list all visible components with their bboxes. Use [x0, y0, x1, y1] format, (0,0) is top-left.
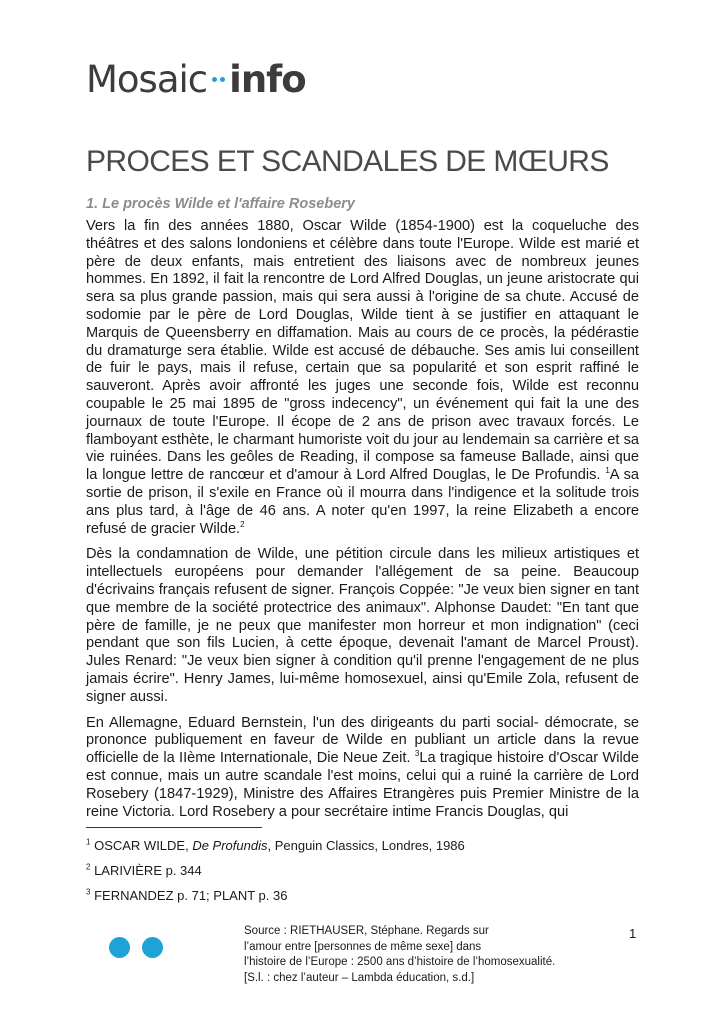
- footnote-ref-2[interactable]: 2: [240, 519, 245, 529]
- section-subtitle: 1. Le procès Wilde et l'affaire Rosebery: [86, 196, 355, 212]
- footnotes: [86, 838, 646, 913]
- footnote-2-number: 2: [86, 862, 91, 872]
- footnote-1-number: 1: [86, 837, 91, 847]
- paragraph-1-part-b: A sa sortie de prison, il s'exile en France où il mourra dans l'indigence et la solitude trois ans plus tard, à l'âge de 46 ans. A noter qu'en 1997, la reine Elizabeth a encore refusé de gracier Wilde.: [86, 467, 639, 537]
- footnote-1-post: , Penguin Classics, Londres, 1986: [267, 838, 465, 853]
- footnote-1-pre: OSCAR WILDE,: [94, 838, 193, 853]
- source-line-1: Source : RIETHAUSER, Stéphane. Regards sur: [244, 925, 489, 937]
- paragraph-3: [86, 715, 639, 822]
- logo-dots-icon: [212, 77, 225, 82]
- paragraph-2: Dès la condamnation de Wilde, une pétition circule dans les milieux artistiques et intellectuels européens pour demander l'allégement de sa peine. Beaucoup d'écrivains français refusent de signer. François Coppée: "Je veux bien signer en tant que membre de la société protectrice des animaux". Alphonse Daudet: "En tant que père de famille, je ne peux que manifester mon horreur et mon indignation" (ceci pendant que son fils Lucien, à cette époque, devenait l'amant de Marcel Proust). Jules Renard: "Je veux bien signer à condition qu'il prenne l'engagement de ne plus jamais écrire". Henry James, lui-même homosexuel, ainsi qu'Emile Zola, refusent de signer aussi.: [86, 546, 639, 705]
- logo-mosaic-text: Mosaic: [86, 57, 208, 101]
- footer-dots-icon: [109, 937, 163, 958]
- footnote-1: [86, 838, 646, 854]
- paragraph-3-part-a: En Allemagne, Eduard Bernstein, l'un des dirigeants du parti social- démocrate, se prononce publiquement en faveur de Wilde en publiant un article dans la revue officielle de la IIème Internationale, Die Neue Zeit.: [86, 714, 639, 767]
- paragraph-3-part-b: La tragique histoire d'Oscar Wilde est connue, mais un autre scandale l'est moins, celui qui a ruiné la carrière de Lord Rosebery (1847-1929), Ministre des Affaires Etrangères puis Premier Ministre de la reine Victoria. Lord Rosebery a pour secrétaire intime Francis Douglas, qui: [86, 750, 639, 820]
- page-title: PROCES ET SCANDALES DE MŒURS: [86, 145, 609, 178]
- footnote-3-text: FERNANDEZ p. 71; PLANT p. 36: [94, 888, 288, 903]
- footnote-ref-3[interactable]: 3: [414, 749, 420, 759]
- source-citation: [244, 924, 589, 986]
- logo-info-text: info: [229, 57, 306, 101]
- footnote-1-italic: De Profundis: [192, 838, 268, 853]
- source-line-2: l’amour entre [personnes de même sexe] dans: [244, 940, 482, 953]
- paragraph-1: [86, 218, 639, 538]
- footnote-3: [86, 888, 646, 904]
- footnote-ref-1[interactable]: 1: [605, 466, 610, 476]
- page-number: 1: [629, 926, 637, 941]
- footnote-2-text: LARIVIÈRE p. 344: [94, 863, 202, 878]
- paragraph-1-part-a: Vers la fin des années 1880, Oscar Wilde (1854-1900) est la coqueluche des théâtres et des salons londoniens et célèbre dans toute l'Europe. Wilde est marié et père de deux enfants, mais entretient des liaisons avec de nombreux jeunes hommes. En 1892, il fait la rencontre de Lord Alfred Douglas, un jeune aristocrate qui sera sa plus grande passion, mais qui sera aussi à l'origine de sa chute. Accusé de sodomie par le père de Lord Douglas, Wilde tient à se justifier en attaquant le Marquis de Queensberry en diffamation. Mais au cours de ce procès, la pédérastie du dramaturge sera établie. Wilde est accusé de débauche. Ses amis lui conseillent de fuir le pays, mais il refuse, certain que sa popularité et son esprit raffiné le sauveront. Après avoir affronté les juges une seconde fois, Wilde est reconnu coupable le 25 mai 1895 de "gross indecency", un événement qui fait la une des journaux de toute l'Europe. Il écope de 2 ans de prison avec travaux forcés. Le flamboyant esthète, le charmant humoriste voit du jour au lendemain sa carrière et sa vie ruinées. Dans les geôles de Reading, il compose sa fameuse Ballade, ainsi que la longue lettre de rancœur et d'amour à Lord Alfred Douglas, le De Profundis.: [86, 218, 639, 484]
- footnote-separator: [86, 827, 262, 828]
- footnote-3-number: 3: [86, 887, 91, 897]
- article-body: [86, 218, 639, 829]
- mosaic-info-logo: [86, 56, 306, 102]
- footnote-2: [86, 863, 646, 879]
- source-line-4: [S.l. : chez l’auteur – Lambda éducation, s.d.]: [244, 971, 475, 984]
- source-line-3: l’histoire de l’Europe : 2500 ans d’histoire de l’homosexualité.: [244, 956, 556, 968]
